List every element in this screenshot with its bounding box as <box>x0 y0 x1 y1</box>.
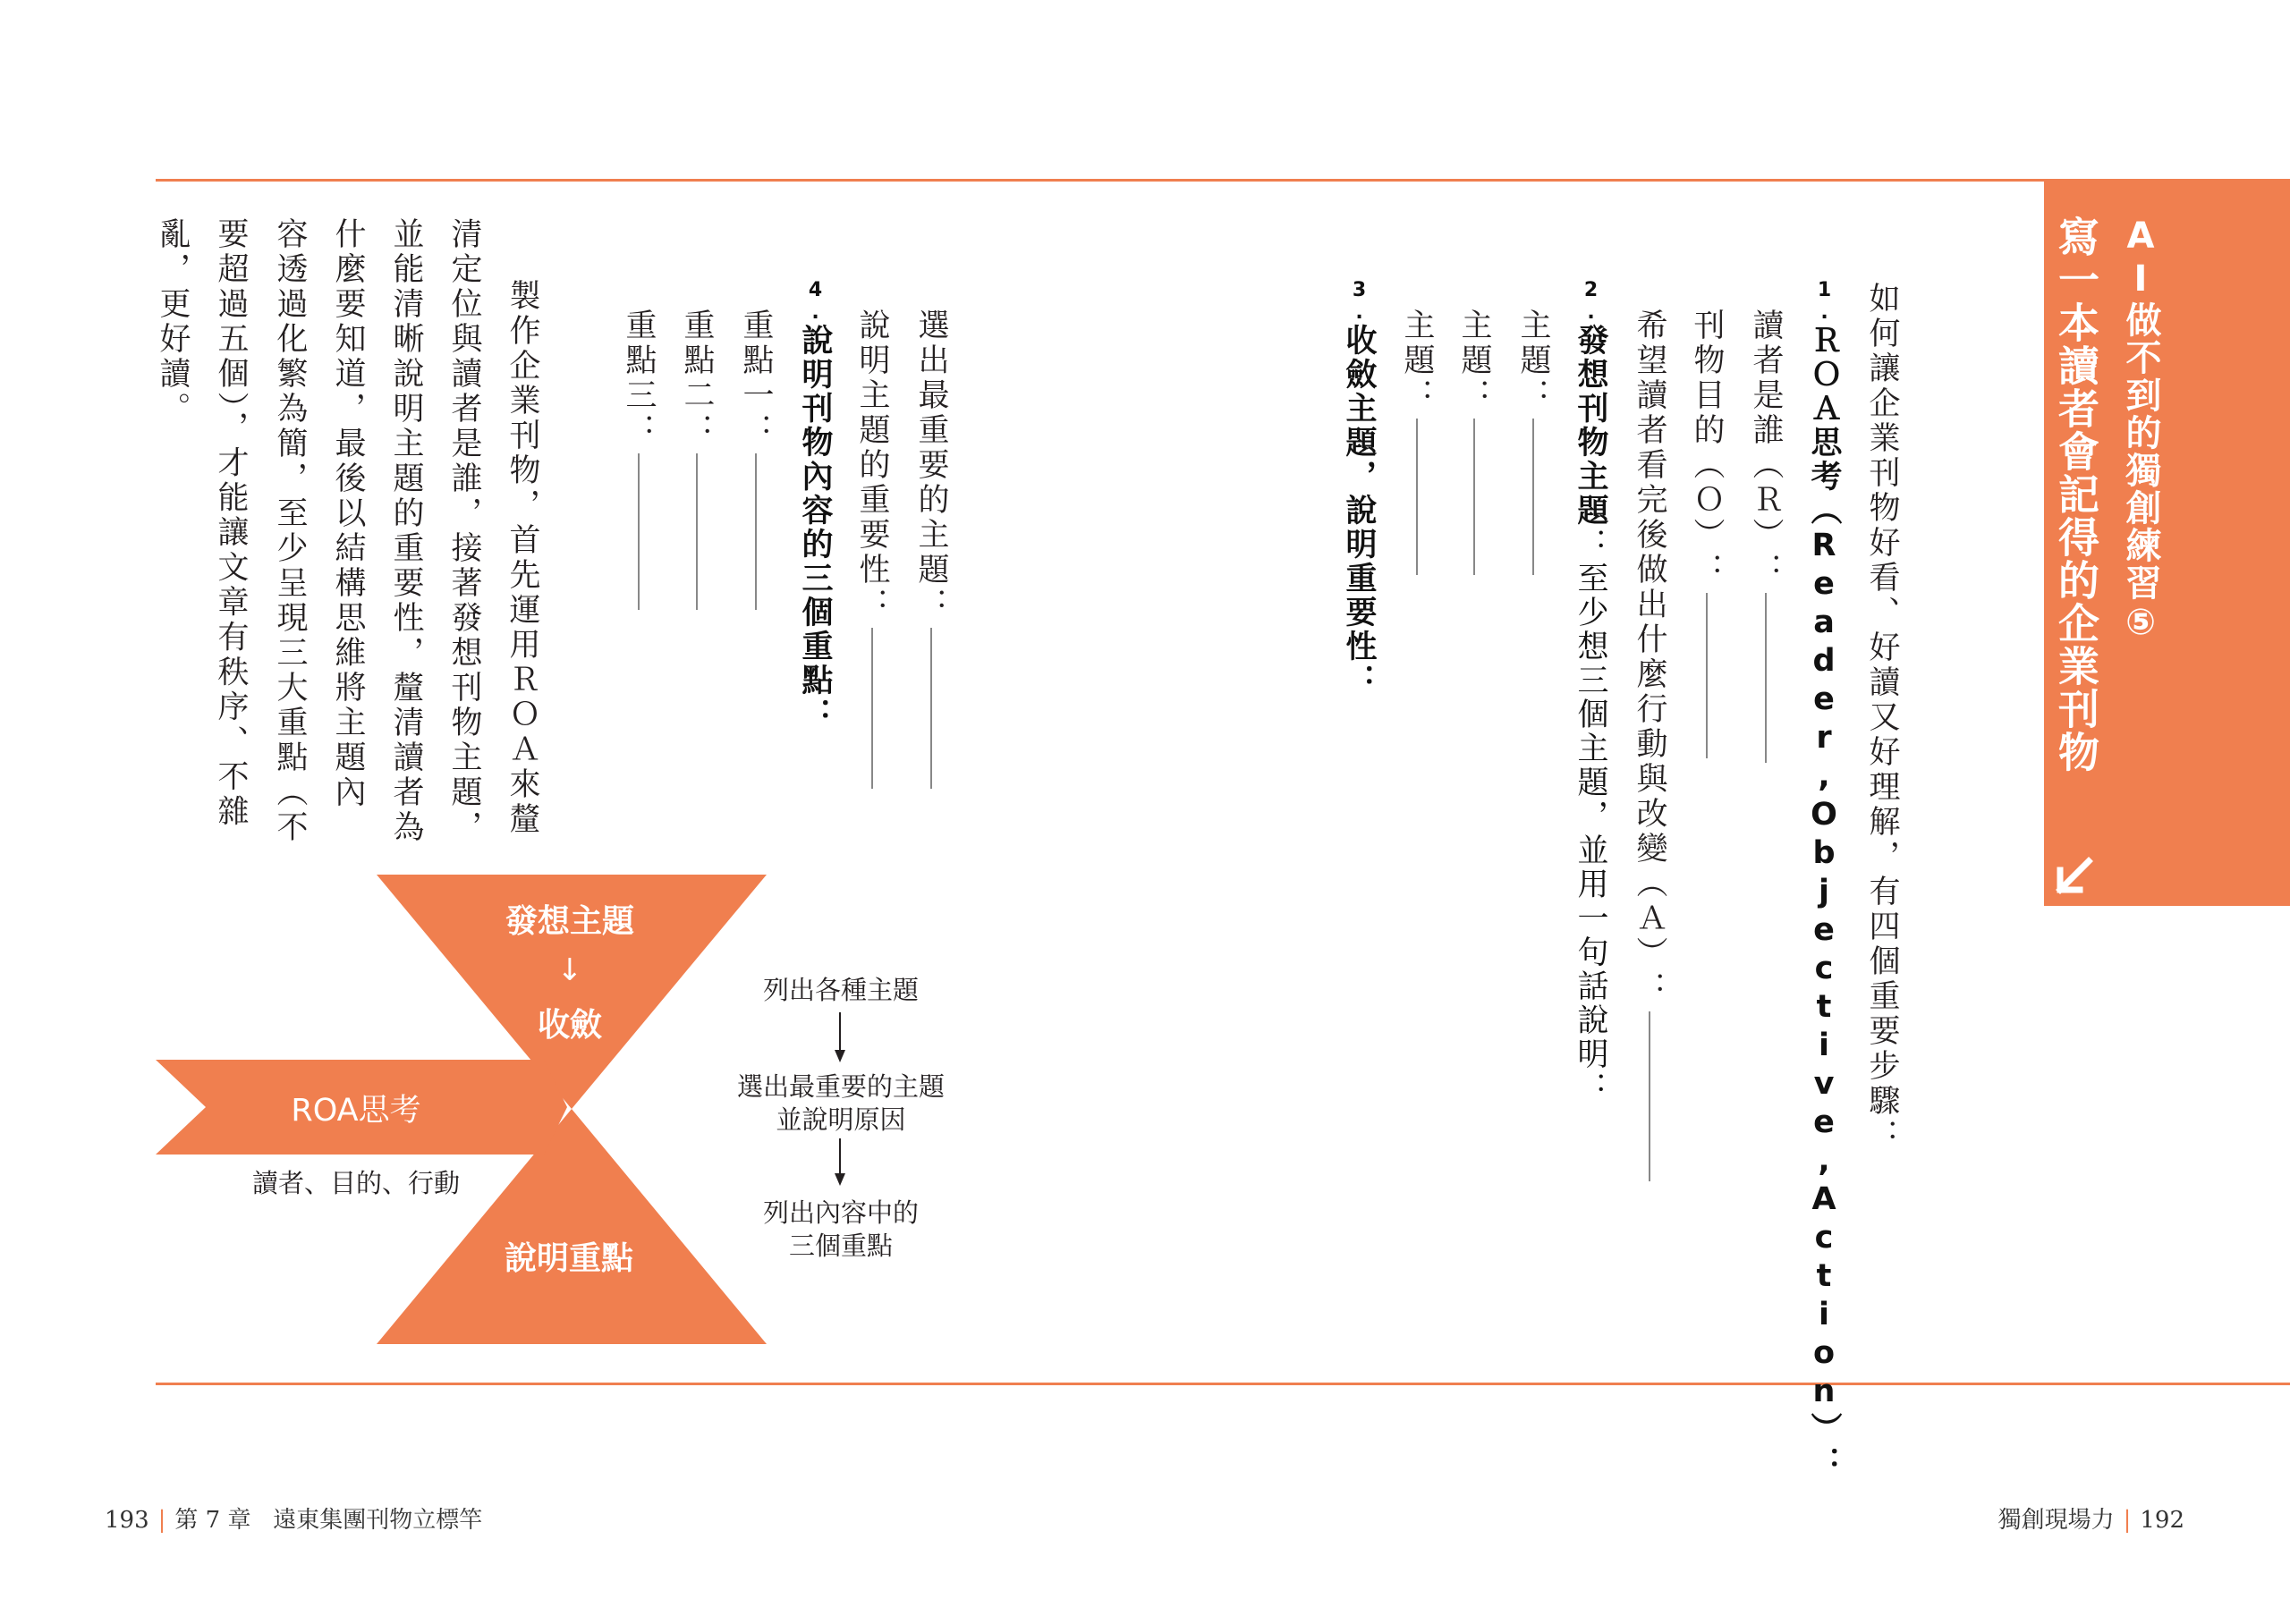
step4-title: 說明刊物內容的三個重點： <box>797 324 833 732</box>
step4-number: 4. <box>804 279 827 324</box>
flow-arrowhead-1 <box>835 1050 845 1062</box>
summary-line-4: 什麼要知道，最後以結構思維將主題內 <box>330 217 366 810</box>
step2-title-rest: ：至少想三個主題，並用一句話說明： <box>1573 528 1608 1105</box>
step3-number: 3. <box>1348 279 1370 324</box>
flow-step3-line2: 三個重點 <box>788 1231 893 1261</box>
footer-left-chapter-title: 遠東集團刊物立標竿 <box>273 1507 483 1534</box>
footer-left <box>105 1501 482 1535</box>
intro-text: 如何讓企業刊物好看、好讀又好理解，有四個重要步驟： <box>1864 282 1900 1154</box>
diagram-converge-label: 收斂 <box>537 1007 603 1044</box>
summary-line-3: 並能清晰說明主題的重要性，釐清讀者為 <box>388 217 424 845</box>
flow-step2-line1: 選出最重要的主題 <box>736 1071 945 1102</box>
step4-point-2-label: 重點二： <box>679 309 715 448</box>
footer-right <box>1998 1501 2184 1535</box>
summary-line-7: 亂，更好讀。 <box>155 217 191 427</box>
summary-line-2: 清定位與讀者是誰，接著發想刊物主題， <box>446 217 482 845</box>
footer-left-page-number: 193 <box>105 1507 149 1534</box>
step1-action-label: 希望讀者看完後做出什麼行動與改變（Ａ）： <box>1632 309 1667 1006</box>
flow-arrowhead-2 <box>835 1173 845 1186</box>
diagram-down-arrow: ↓ <box>556 952 583 988</box>
diagram-roa-caption: 讀者、目的、行動 <box>251 1168 461 1198</box>
step4-point-3-label: 重點三： <box>621 309 657 448</box>
summary-line-1: 製作企業刊物，首先運用ＲＯＡ來釐 <box>505 279 540 837</box>
step1-reader-label: 讀者是誰（Ｒ）： <box>1748 309 1784 588</box>
step2-theme-1-label: 主題： <box>1515 309 1551 413</box>
step3-pick-label: 選出最重要的主題： <box>913 309 949 622</box>
step1-title: ＲＯＡ思考（Reader,Objective,Action）： <box>1806 324 1842 1480</box>
diagram-develop-label: 發想主題 <box>505 903 635 940</box>
flow-step-three-points <box>707 1197 975 1263</box>
step1-number: 1. <box>1813 279 1836 324</box>
banner-line-2: 寫一本讀者會記得的企業刊物 <box>2052 216 2100 774</box>
footer-right-page-number: 192 <box>2140 1507 2184 1534</box>
diagram-roa-label: ROA思考 <box>291 1093 421 1129</box>
summary-line-5: 容透過化繁為簡，至少呈現三大重點（不 <box>272 217 308 845</box>
flow-step2-line2: 並說明原因 <box>776 1104 906 1135</box>
step1-objective-label: 刊物目的（Ｏ）： <box>1689 309 1725 588</box>
step2-title: 發想刊物主題 <box>1573 324 1608 528</box>
flow-step1: 列出各種主題 <box>762 975 919 1005</box>
footer-left-chapter: 第 7 章 <box>174 1507 251 1534</box>
summary-line-6: 要超過五個），才能讓文章有秩序、不雜 <box>213 217 249 830</box>
flow-step-list-themes <box>707 974 975 1007</box>
flow-step-pick-theme <box>707 1070 975 1137</box>
step3-title: 收斂主題，說明重要性： <box>1341 324 1377 698</box>
step2-number: 2. <box>1580 279 1602 324</box>
flow-step3-line1: 列出內容中的 <box>762 1197 919 1228</box>
banner-line-1: AI做不到的獨創練習⑤ <box>2120 216 2161 645</box>
footer-right-divider: | <box>2123 1507 2132 1534</box>
diagram-explain-label: 說明重點 <box>504 1240 634 1277</box>
step2-theme-3-label: 主題： <box>1399 309 1435 413</box>
footer-left-divider: | <box>157 1507 166 1534</box>
step2-theme-2-label: 主題： <box>1456 309 1492 413</box>
step4-point-1-label: 重點一： <box>738 309 774 448</box>
footer-right-title: 獨創現場力 <box>1997 1507 2115 1534</box>
step3-importance-label: 說明主題的重要性： <box>854 309 890 622</box>
